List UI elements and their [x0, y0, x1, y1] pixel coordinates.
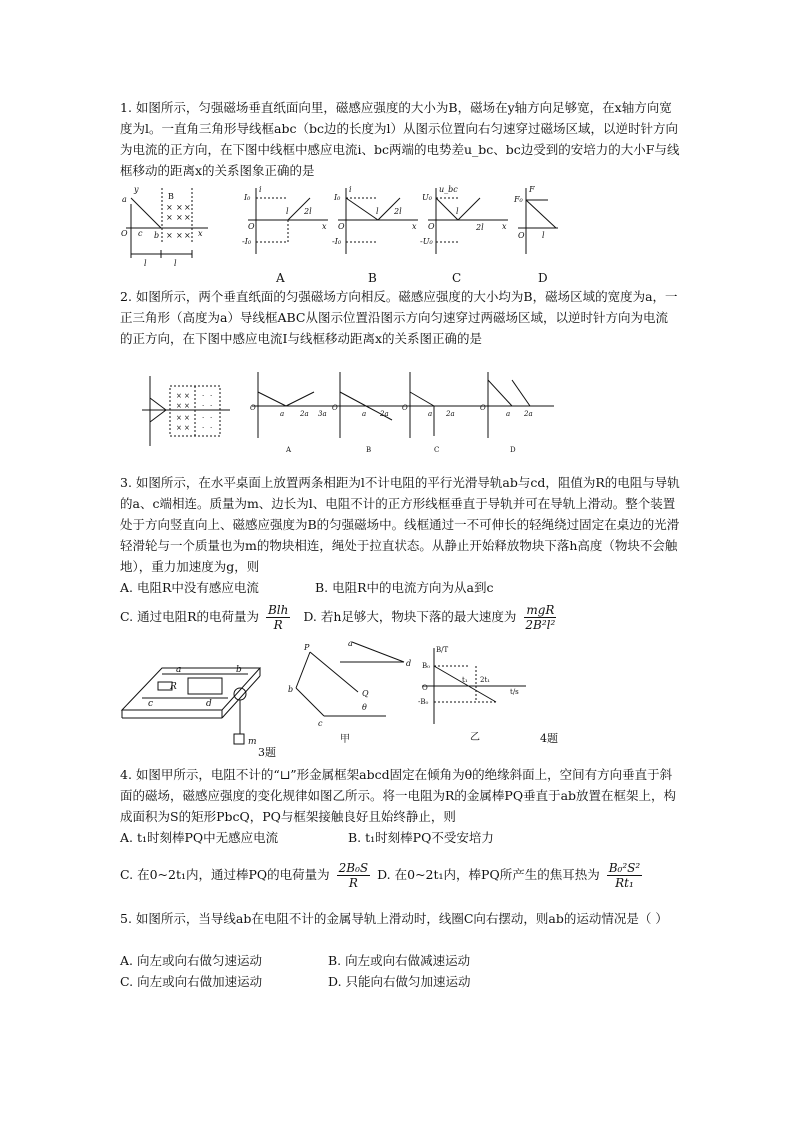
- q4-jia-label: 甲: [340, 734, 350, 745]
- q3-c-denominator: R: [273, 618, 283, 632]
- svg-text:a: a: [348, 639, 353, 648]
- svg-text:2l: 2l: [394, 207, 402, 216]
- svg-text:2l: 2l: [476, 223, 484, 232]
- q1-figure: [118, 184, 558, 284]
- svg-text:d: d: [206, 699, 212, 709]
- svg-text:l: l: [542, 231, 545, 240]
- svg-text:P: P: [304, 643, 310, 652]
- q4-frame-diagram: [296, 642, 404, 716]
- svg-text:·: ·: [210, 414, 213, 422]
- q3-options-ab: [120, 577, 680, 598]
- q3-option-c-fraction: [266, 603, 290, 632]
- question-3-text: 3. 如图所示，在水平桌面上放置两条相距为l不计电阻的平行光滑导轨ab与cd，阻值为R的电阻与导轨的a、c端相连。质量为m、边长为l、电阻不计的正方形线框垂直于导轨并可在导轨上滑动。整个装置处于方向竖直向上、磁感应强度为B的匀强磁场中。线框通过一不可伸长的轻绳绕过固定在桌边的光滑轻滑轮与一个质量也为m的物块相连，绳处于拉直状态。从静止开始释放物块下落h高度（物块不会触地），重力加速度为g，则: [120, 475, 680, 574]
- svg-text:B/T: B/T: [436, 646, 449, 654]
- svg-text:x: x: [322, 222, 327, 231]
- q3-c-numerator: Blh: [267, 603, 289, 617]
- svg-text:I₀: I₀: [244, 193, 251, 202]
- svg-text:t₁: t₁: [462, 676, 468, 684]
- svg-text:b: b: [288, 685, 294, 694]
- svg-text:2l: 2l: [304, 207, 312, 216]
- q1-option-a-label: A: [276, 271, 285, 285]
- svg-text:F₀: F₀: [514, 195, 523, 204]
- svg-text:2a: 2a: [524, 410, 533, 418]
- q1-option-d-label: D: [538, 271, 548, 285]
- svg-text:O: O: [332, 404, 338, 412]
- q4-bt-graph: [422, 648, 526, 724]
- svg-text:O: O: [518, 231, 525, 240]
- svg-text:a: a: [362, 410, 367, 418]
- q4-option-d-fraction: [607, 861, 642, 890]
- svg-text:B₀: B₀: [422, 662, 430, 670]
- svg-text:x: x: [502, 222, 507, 231]
- svg-text:O: O: [121, 229, 128, 238]
- svg-text:×: ×: [166, 231, 173, 240]
- q4-c-denominator: R: [348, 876, 358, 890]
- svg-text:-I₀: -I₀: [332, 237, 342, 246]
- svg-text:×: ×: [166, 203, 173, 212]
- svg-text:i: i: [259, 185, 262, 194]
- svg-text:O: O: [250, 404, 256, 412]
- svg-text:×: ×: [184, 213, 191, 222]
- question-5: [120, 908, 680, 929]
- svg-text:×: ×: [184, 424, 190, 432]
- q4-figure-label: 4题: [540, 732, 558, 745]
- svg-text:t/s: t/s: [510, 688, 519, 696]
- svg-text:a: a: [506, 410, 511, 418]
- question-1: [120, 97, 680, 181]
- q3-figure-label: 3题: [258, 746, 276, 758]
- svg-text:·: ·: [202, 424, 205, 432]
- q4-option-d: D. 在0~2t₁内，棒PQ所产生的焦耳热为: [377, 867, 600, 882]
- svg-text:u_bc: u_bc: [439, 185, 458, 194]
- svg-text:×: ×: [176, 392, 182, 400]
- svg-text:×: ×: [176, 231, 183, 240]
- svg-text:3a: 3a: [318, 410, 327, 418]
- svg-text:·: ·: [210, 424, 213, 432]
- svg-text:2a: 2a: [380, 410, 389, 418]
- svg-text:-U₀: -U₀: [420, 237, 433, 246]
- svg-text:l: l: [174, 259, 177, 268]
- q4-option-b: B. t₁时刻棒PQ不受安培力: [348, 830, 494, 845]
- svg-text:O: O: [480, 404, 486, 412]
- q3-options-cd: [120, 602, 680, 632]
- svg-text:y: y: [134, 185, 139, 194]
- svg-text:U₀: U₀: [422, 193, 432, 202]
- q2-figure: [140, 366, 560, 456]
- svg-text:l: l: [456, 207, 459, 216]
- svg-text:x: x: [198, 229, 203, 238]
- svg-text:A: A: [286, 446, 292, 454]
- svg-text:a: a: [122, 195, 127, 204]
- svg-text:×: ×: [176, 203, 183, 212]
- svg-text:b: b: [236, 665, 242, 675]
- q3-desk-diagram: [122, 668, 260, 744]
- svg-text:l: l: [144, 259, 147, 268]
- svg-text:×: ×: [184, 414, 190, 422]
- svg-text:·: ·: [202, 414, 205, 422]
- svg-text:l: l: [376, 207, 379, 216]
- q4-option-c: C. 在0~2t₁内，通过棒PQ的电荷量为: [120, 867, 330, 882]
- q3-option-d-fraction: [523, 603, 557, 632]
- svg-text:×: ×: [166, 213, 173, 222]
- svg-text:R: R: [170, 682, 177, 692]
- q3-q4-figures: [118, 638, 598, 758]
- svg-text:-I₀: -I₀: [242, 237, 252, 246]
- q5-option-d: D. 只能向右做匀加速运动: [328, 974, 471, 989]
- q1-graph-b: [338, 188, 418, 254]
- svg-text:O: O: [338, 222, 345, 231]
- svg-text:θ: θ: [362, 703, 367, 712]
- q3-d-numerator: mgR: [526, 603, 555, 617]
- question-1-text: 1. 如图所示，匀强磁场垂直纸面向里，磁感应强度的大小为B，磁场在y轴方向足够宽，在x轴方向宽度为l。一直角三角形导线框abc（bc边的长度为l）从图示位置向右匀速穿过磁场区域，以逆时针方向为电流的正方向，在下图中线框中感应电流i、bc两端的电势差u_bc、bc边受到的安培力的大小F与线框移动的距离x的关系图象正确的是: [120, 100, 680, 178]
- svg-text:F: F: [529, 185, 535, 194]
- q2-setup-diagram: [142, 376, 230, 446]
- svg-text:O: O: [422, 684, 428, 692]
- svg-text:·: ·: [202, 392, 205, 400]
- q1-graph-c: [428, 188, 508, 254]
- svg-text:·: ·: [210, 402, 213, 410]
- svg-text:O: O: [402, 404, 408, 412]
- svg-text:l: l: [286, 207, 289, 216]
- q1-option-c-label: C: [452, 271, 462, 285]
- svg-text:b: b: [154, 231, 160, 240]
- q4-options-ab: [120, 827, 680, 848]
- q1-graph-d: [518, 188, 558, 254]
- svg-text:×: ×: [184, 402, 190, 410]
- q1-graph-a: [248, 188, 328, 254]
- svg-text:B: B: [366, 446, 372, 454]
- q4-yi-label: 乙: [470, 732, 480, 743]
- svg-text:Q: Q: [362, 689, 369, 698]
- svg-text:×: ×: [184, 231, 191, 240]
- q5-option-a: A. 向左或向右做匀速运动: [120, 953, 262, 968]
- svg-text:C: C: [434, 446, 440, 454]
- q4-d-denominator: Rt₁: [615, 876, 634, 890]
- question-4: [120, 764, 680, 827]
- svg-text:D: D: [510, 446, 516, 454]
- svg-text:2a: 2a: [446, 410, 455, 418]
- svg-text:I₀: I₀: [334, 193, 341, 202]
- q4-options-cd: [120, 858, 700, 892]
- svg-text:·: ·: [202, 402, 205, 410]
- q1-setup-diagram: [126, 188, 208, 258]
- q4-d-numerator: B₀²S²: [608, 861, 641, 875]
- q4-c-numerator: 2B₀S: [338, 861, 369, 875]
- q3-option-c: C. 通过电阻R的电荷量为: [120, 609, 259, 624]
- q5-option-b: B. 向左或向右做减速运动: [328, 953, 471, 968]
- svg-text:×: ×: [184, 203, 191, 212]
- svg-text:c: c: [318, 719, 323, 728]
- q3-option-a: A. 电阻R中没有感应电流: [120, 580, 259, 595]
- svg-text:×: ×: [176, 402, 182, 410]
- question-5-text: 5. 如图所示，当导线ab在电阻不计的金属导轨上滑动时，线圈C向右摆动，则ab的运动情况是（ ）: [120, 911, 668, 926]
- svg-text:x: x: [412, 222, 417, 231]
- q4-option-c-fraction: [337, 861, 370, 890]
- q5-option-c: C. 向左或向右做加速运动: [120, 974, 263, 989]
- svg-text:×: ×: [176, 213, 183, 222]
- svg-text:c: c: [148, 699, 154, 709]
- svg-text:m: m: [248, 737, 257, 747]
- question-3: [120, 472, 680, 577]
- svg-text:a: a: [280, 410, 285, 418]
- svg-text:c: c: [138, 229, 143, 238]
- q4-option-a: A. t₁时刻棒PQ中无感应电流: [120, 830, 279, 845]
- svg-text:i: i: [349, 185, 352, 194]
- q5-options: [120, 950, 680, 992]
- q3-d-denominator: 2B²l²: [525, 618, 556, 632]
- svg-text:a: a: [428, 410, 433, 418]
- q3-option-d: D. 若h足够大，物块下落的最大速度为: [303, 609, 517, 624]
- svg-text:B: B: [168, 192, 174, 201]
- svg-text:×: ×: [176, 414, 182, 422]
- svg-text:2t₁: 2t₁: [480, 676, 491, 684]
- question-4-text: 4. 如图甲所示，电阻不计的“⊔”形金属框架abcd固定在倾角为θ的绝缘斜面上，空间有方向垂直于斜面的磁场，磁感应强度的变化规律如图乙所示。将一电阻为R的金属棒PQ垂直于ab放置在框架上，构成面积为S的矩形PbcQ，PQ与框架接触良好且始终静止，则: [120, 767, 677, 824]
- question-2-text: 2. 如图所示，两个垂直纸面的匀强磁场方向相反。磁感应强度的大小均为B，磁场区域的宽度为a，一正三角形（高度为a）导线框ABC从图示位置沿图示方向匀速穿过两磁场区域，以逆时针方向为电流的正方向，在下图中感应电流I与线框移动距离x的关系图正确的是: [120, 289, 678, 346]
- q1-option-b-label: B: [368, 271, 377, 285]
- svg-text:-B₀: -B₀: [418, 698, 429, 706]
- svg-text:·: ·: [210, 392, 213, 400]
- q3-option-b: B. 电阻R中的电流方向为从a到c: [315, 580, 494, 595]
- question-2: [120, 286, 680, 349]
- svg-text:O: O: [248, 222, 255, 231]
- svg-text:d: d: [406, 659, 412, 668]
- svg-text:O: O: [428, 222, 435, 231]
- svg-text:×: ×: [176, 424, 182, 432]
- svg-text:a: a: [176, 665, 182, 675]
- svg-text:×: ×: [184, 392, 190, 400]
- svg-text:2a: 2a: [300, 410, 309, 418]
